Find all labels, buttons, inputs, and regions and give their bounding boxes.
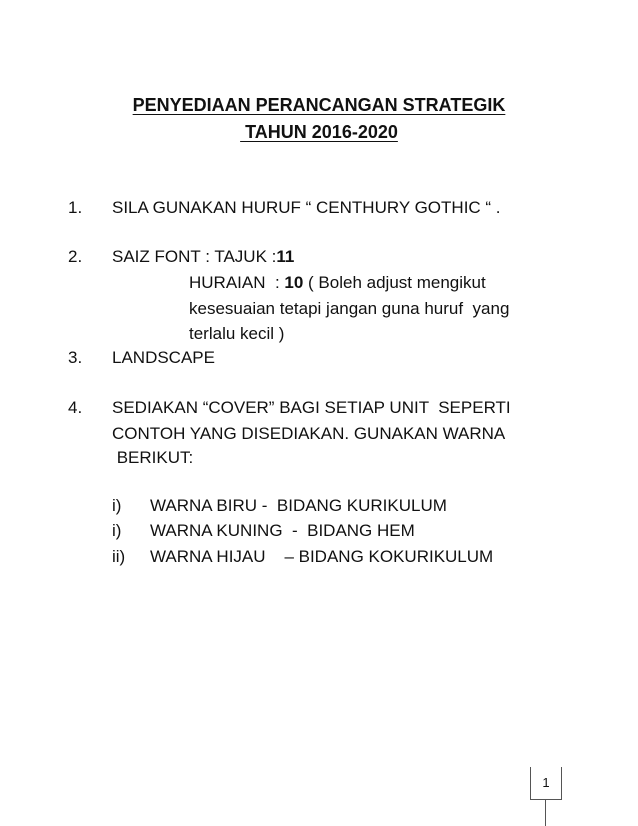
page-number-tail [545,799,546,826]
document-title-line2: TAHUN 2016-2020 [240,122,398,142]
colour-item-1-marker: i) [112,496,122,515]
item-4-number: 4. [68,398,83,417]
item-4-line2: CONTOH YANG DISEDIAKAN. GUNAKAN WARNA [112,424,506,443]
colour-item-2-text: WARNA KUNING - BIDANG HEM [150,521,415,540]
huraian-label: HURAIAN : [189,273,285,292]
item-4-line1: SEDIAKAN “COVER” BAGI SETIAP UNIT SEPERTI [112,398,511,417]
huraian-size: 10 [284,273,304,292]
item-3-number: 3. [68,348,83,367]
item-2-huraian-line [189,271,486,295]
item-2-number: 2. [68,247,83,266]
document-title-line1: PENYEDIAAN PERANCANGAN STRATEGIK [132,95,506,115]
colour-item-1-text: WARNA BIRU - BIDANG KURIKULUM [150,496,447,515]
colour-item-2-marker: i) [112,521,122,540]
huraian-rest: ( Boleh adjust mengikut [303,273,486,292]
page-number-box [530,767,562,800]
item-2-huraian-line2: kesesuaian tetapi jangan guna huruf yang [189,299,510,318]
item-3-text: LANDSCAPE [112,348,215,367]
colour-item-3-text: WARNA HIJAU – BIDANG KOKURIKULUM [150,547,494,566]
item-4-line3: BERIKUT: [112,448,194,467]
tajuk-size: 11 [276,247,295,266]
page-number: 1 [542,775,550,790]
item-1-number: 1. [68,198,83,217]
item-2-huraian-line3: terlalu kecil ) [189,324,285,343]
item-2-prefix: SAIZ FONT : TAJUK : [112,247,277,266]
item-1-text: SILA GUNAKAN HURUF “ CENTHURY GOTHIC “ . [112,198,501,217]
colour-item-3-marker: ii) [112,547,126,566]
item-2-line1 [112,245,294,269]
